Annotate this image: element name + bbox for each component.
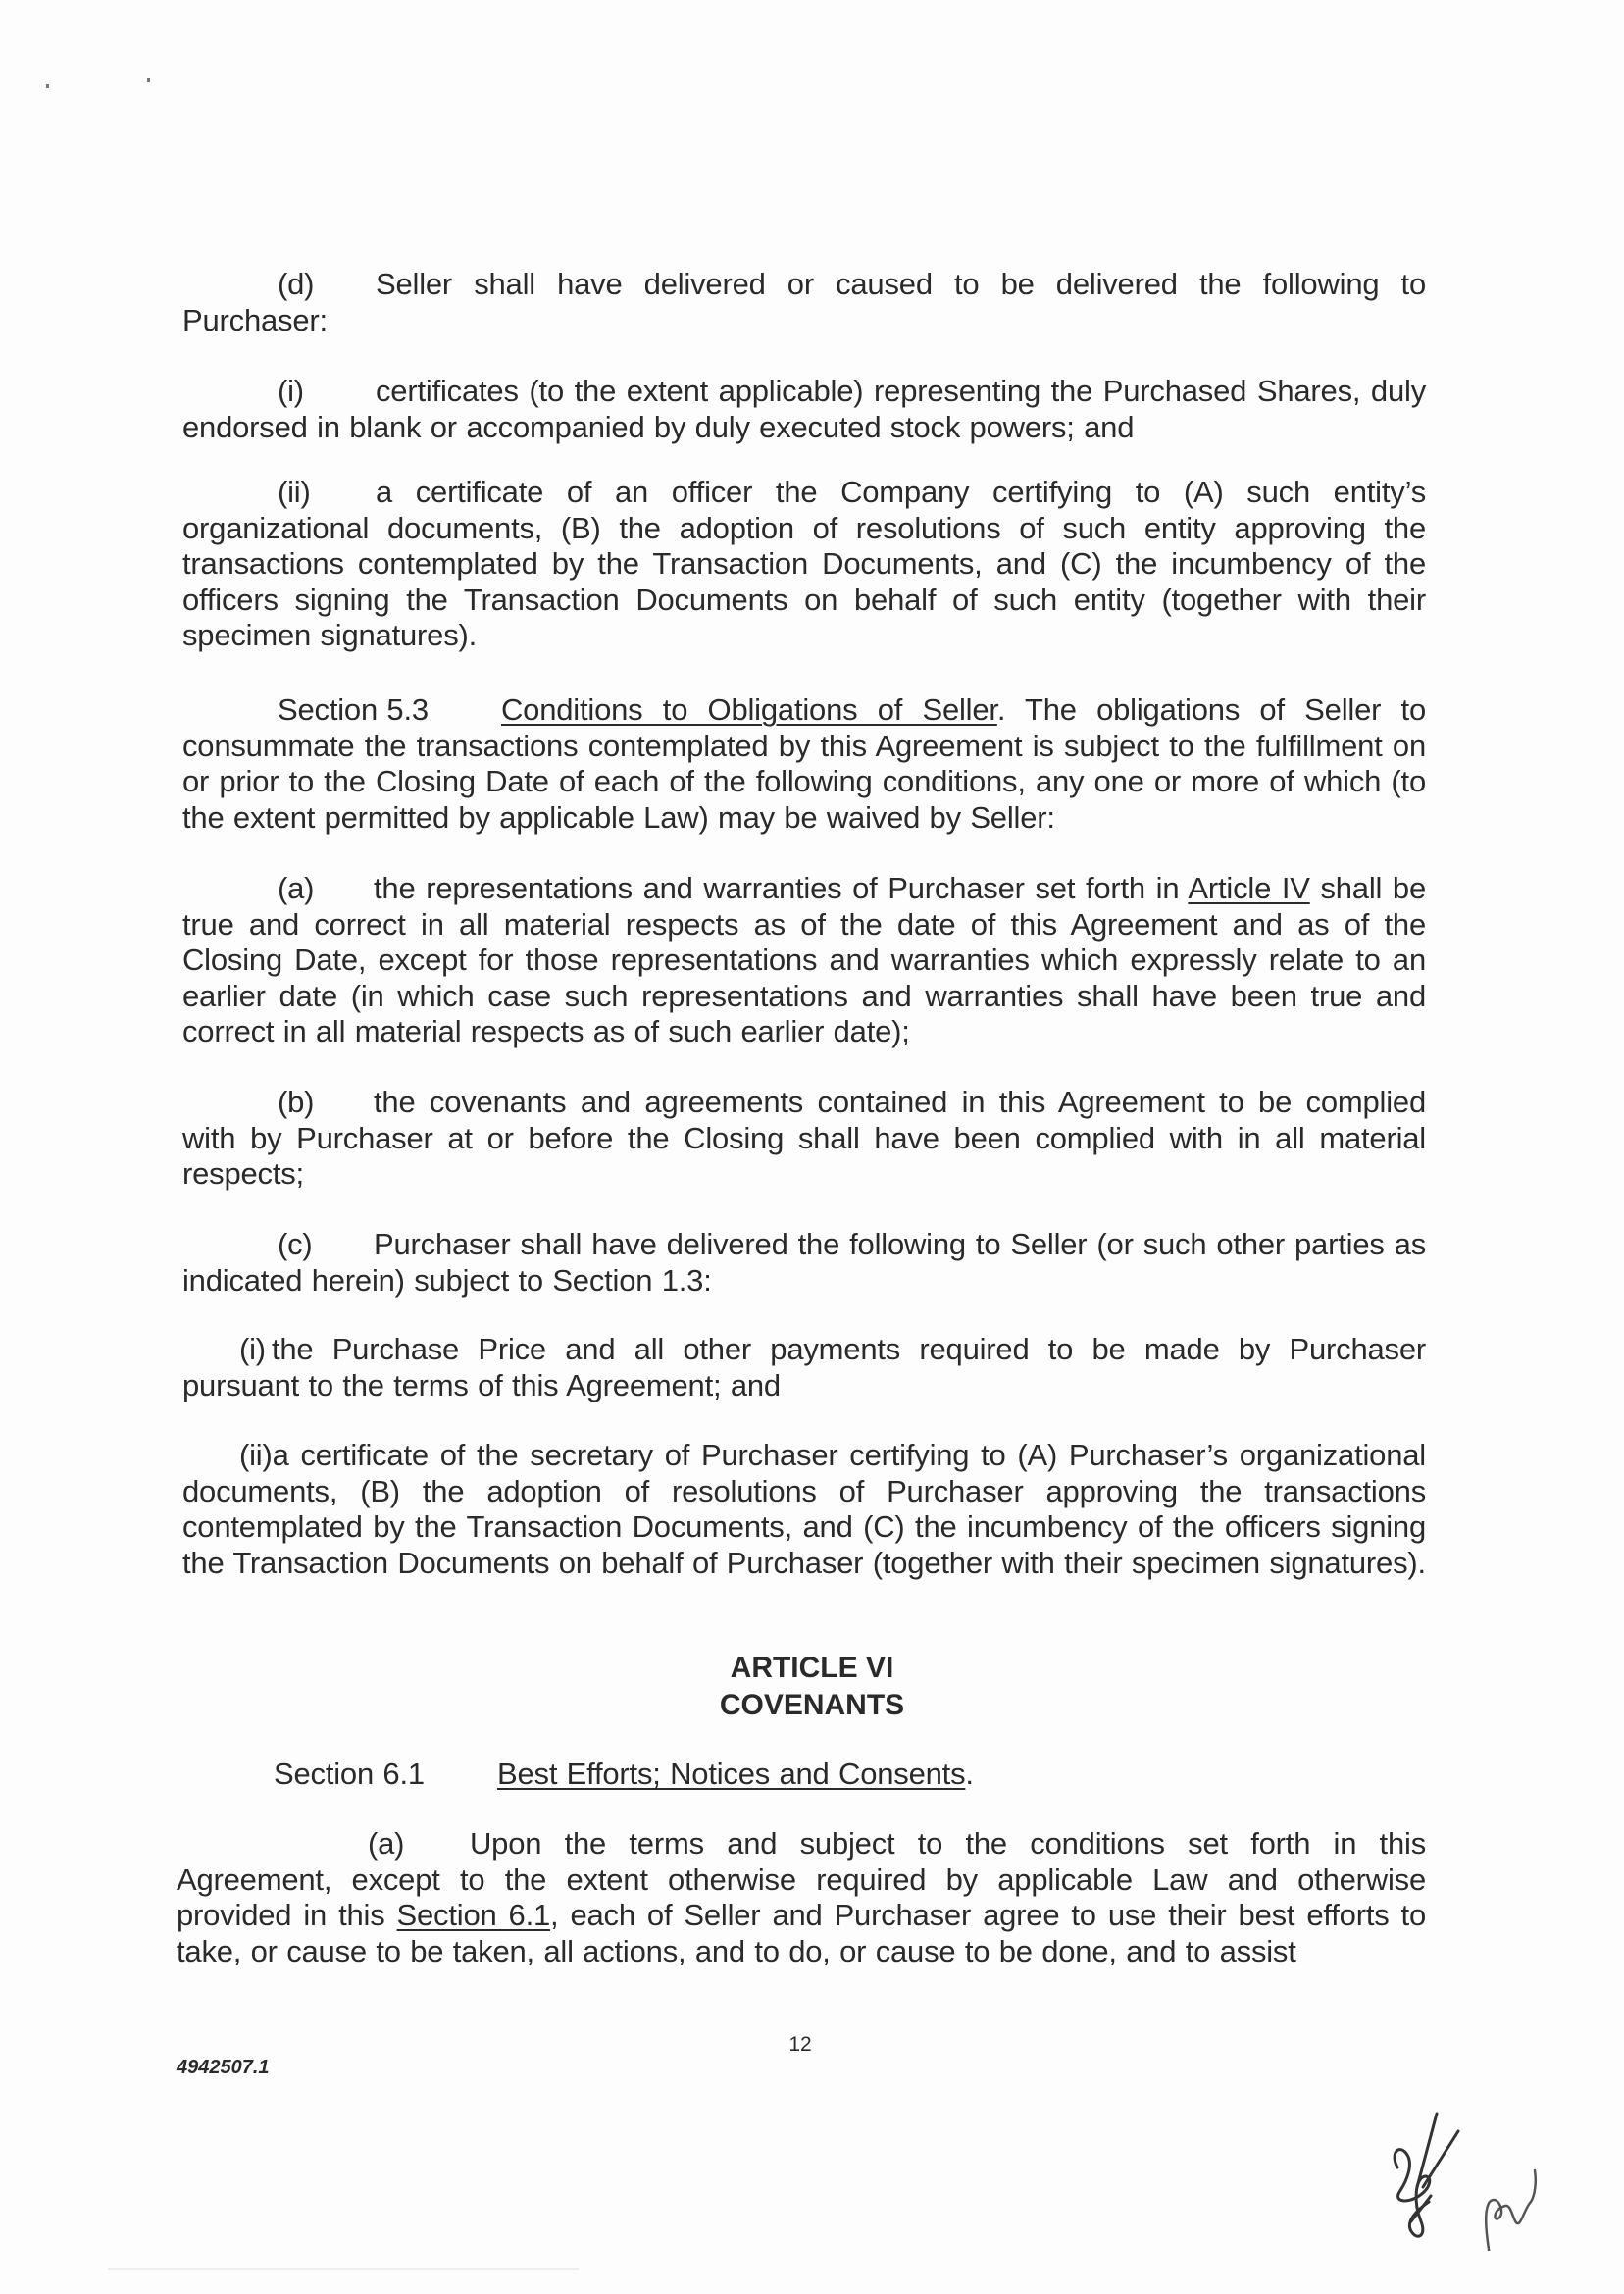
paragraph-d-i: [182, 374, 1426, 445]
document-id: 4942507.1: [177, 2057, 270, 2078]
section-6-1: [182, 1757, 1426, 1793]
section-heading: Conditions to Obligations of Seller: [501, 692, 997, 727]
paragraph-6-1-a: [177, 1826, 1426, 1969]
scan-speck: [46, 84, 49, 88]
para-label: (i): [278, 374, 304, 408]
section-5-3: [182, 692, 1426, 836]
section-6-1-link[interactable]: Section 6.1: [396, 1898, 551, 1932]
para-text: a certificate of an officer the Company certifying to (A) such entity’s organizational documents, (B) the adoption of resolutions of such entity approving the transactions contemplated by the Transaction Documents, and (C) the incumbency of the officers signing the Transaction Documents on behalf of such entity (together with their specimen signatures).: [182, 475, 1426, 652]
para-label: (b): [278, 1085, 315, 1119]
para-text: Seller shall have delivered or caused to be delivered the following to Purchaser:: [182, 267, 1426, 337]
section-text: . The obligations of Seller to consummate the transactions contemplated by this Agreement is subject to the fulfillment on or prior to the Closing Date of each of the following conditions, any one or more of which (to the extent permitted by applicable Law) may be waived by Seller:: [182, 692, 1426, 835]
handwritten-initials-icon: [1368, 2094, 1584, 2256]
para-label: (a): [278, 871, 315, 905]
section-heading: Best Efforts; Notices and Consents: [497, 1757, 966, 1791]
section-label: Section 6.1: [274, 1757, 425, 1791]
para-text: , each of Seller and Purchaser agree to use their best efforts to take, or cause to be taken, all actions, and to do, or cause to be done, and to assist: [177, 1898, 1427, 1968]
para-text: a certificate of the secretary of Purchaser certifying to (A) Purchaser’s organizational documents, (B) the adoption of resolutions of Purchaser approving the transactions contemplated by the Transaction Documents, and (C) the incumbency of the officers signing the Transaction Documents on behalf of Purchaser (together with their specimen signatures).: [182, 1438, 1426, 1580]
para-text: the Purchase Price and all other payments required to be made by Purchaser pursuant to the terms of this Agreement; and: [182, 1332, 1426, 1402]
para-text: Upon the terms and subject to the conditions set forth in this Agreement, except to the extent otherwise required by applicable Law and otherwise provided in this: [177, 1826, 1426, 1932]
article-iv-link[interactable]: Article IV: [1188, 871, 1310, 905]
paragraph-5-3-a: [182, 871, 1426, 1050]
para-text: the covenants and agreements contained in this Agreement to be complied with by Purchaser at or before the Closing shall have been complied with in all material respects;: [182, 1085, 1426, 1191]
scan-speck: [147, 78, 150, 82]
section-label: Section 5.3: [278, 692, 429, 727]
para-text: the representations and warranties of Purchaser set forth in: [374, 871, 1189, 905]
paragraph-d: [182, 267, 1426, 338]
paragraph-5-3-b: [182, 1085, 1426, 1193]
article-title: COVENANTS: [719, 1689, 905, 1721]
para-text: Purchaser shall have delivered the following to Seller (or such other parties as indicated herein) subject to Section 1.3:: [182, 1227, 1426, 1298]
paragraph-d-ii: [182, 475, 1426, 654]
para-label: (c): [278, 1227, 313, 1261]
scan-artifact: [108, 2268, 579, 2270]
page-number: 12: [788, 2033, 812, 2056]
para-label: (d): [278, 267, 315, 301]
para-label: (ii): [239, 1438, 273, 1472]
para-label: (a): [368, 1826, 405, 1861]
para-text: certificates (to the extent applicable) representing the Purchased Shares, duly endorsed in blank or accompanied by duly executed stock powers; and: [182, 374, 1426, 444]
section-heading-suffix: .: [965, 1757, 974, 1791]
paragraph-5-3-c: [182, 1227, 1426, 1299]
para-label: (ii): [278, 475, 311, 509]
paragraph-5-3-c-i: [182, 1332, 1426, 1403]
para-text: shall be true and correct in all material respects as of the date of this Agreement and as of the Closing Date, except for those representations and warranties which expressly relate to an earlier date (in which case such representations and warranties shall have been true and correct in all material respects as of such earlier date);: [182, 871, 1426, 1048]
para-label: (i): [239, 1332, 266, 1366]
paragraph-5-3-c-ii: [182, 1438, 1426, 1581]
article-number: ARTICLE VI: [730, 1652, 894, 1684]
